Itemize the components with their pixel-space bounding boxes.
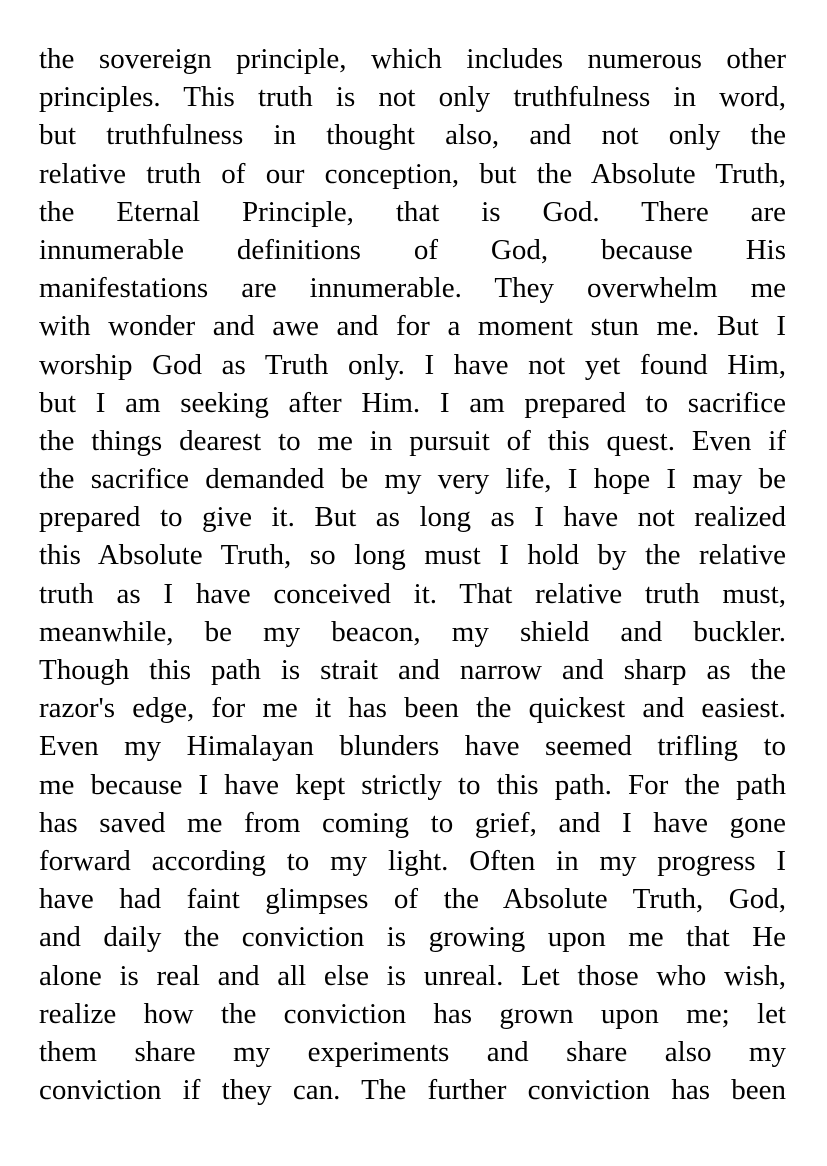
text-line: me because I have kept strictly to this path. For the path	[39, 768, 786, 801]
text-line: the sovereign principle, which includes numerous other	[39, 43, 786, 75]
text-line: principles. This truth is not only truthfulness in word,	[39, 81, 786, 114]
text-line: razor's edge, for me it has been the quickest and easiest.	[39, 692, 786, 725]
text-line: meanwhile, be my beacon, my shield and buckler.	[39, 615, 786, 648]
text-line: this Absolute Truth, so long must I hold by the relative	[39, 539, 786, 572]
text-line: and daily the conviction is growing upon me that He	[39, 921, 786, 954]
text-line: truth as I have conceived it. That relative truth must,	[39, 577, 786, 610]
text-line: the sacrifice demanded be my very life, I hope I may be	[39, 463, 786, 496]
text-line: has saved me from coming to grief, and I have gone	[39, 806, 786, 839]
text-line: but truthfulness in thought also, and not only the	[39, 119, 786, 152]
text-line: with wonder and awe and for a moment stun me. But I	[39, 310, 786, 343]
text-line: realize how the conviction has grown upon me; let	[39, 997, 786, 1030]
text-line: the Eternal Principle, that is God. There are	[39, 195, 786, 228]
text-line: them share my experiments and share also my	[39, 1035, 786, 1068]
text-line: conviction if they can. The further conviction has been	[39, 1074, 786, 1107]
text-line: manifestations are innumerable. They overwhelm me	[39, 272, 786, 305]
text-line: have had faint glimpses of the Absolute Truth, God,	[39, 883, 786, 916]
text-line: Even my Himalayan blunders have seemed trifling to	[39, 730, 786, 763]
text-line: worship God as Truth only. I have not yet found Him,	[39, 348, 786, 381]
text-line: innumerable definitions of God, because His	[39, 233, 786, 266]
text-line: forward according to my light. Often in my progress I	[39, 844, 786, 877]
text-line: Though this path is strait and narrow and sharp as the	[39, 654, 786, 686]
text-line: prepared to give it. But as long as I have not realized	[39, 501, 786, 534]
page-body	[39, 40, 786, 1109]
text-line: relative truth of our conception, but the Absolute Truth,	[39, 157, 786, 190]
text-line: the things dearest to me in pursuit of this quest. Even if	[39, 424, 786, 457]
text-line: alone is real and all else is unreal. Let those who wish,	[39, 959, 786, 992]
text-line: but I am seeking after Him. I am prepared to sacrifice	[39, 386, 786, 419]
